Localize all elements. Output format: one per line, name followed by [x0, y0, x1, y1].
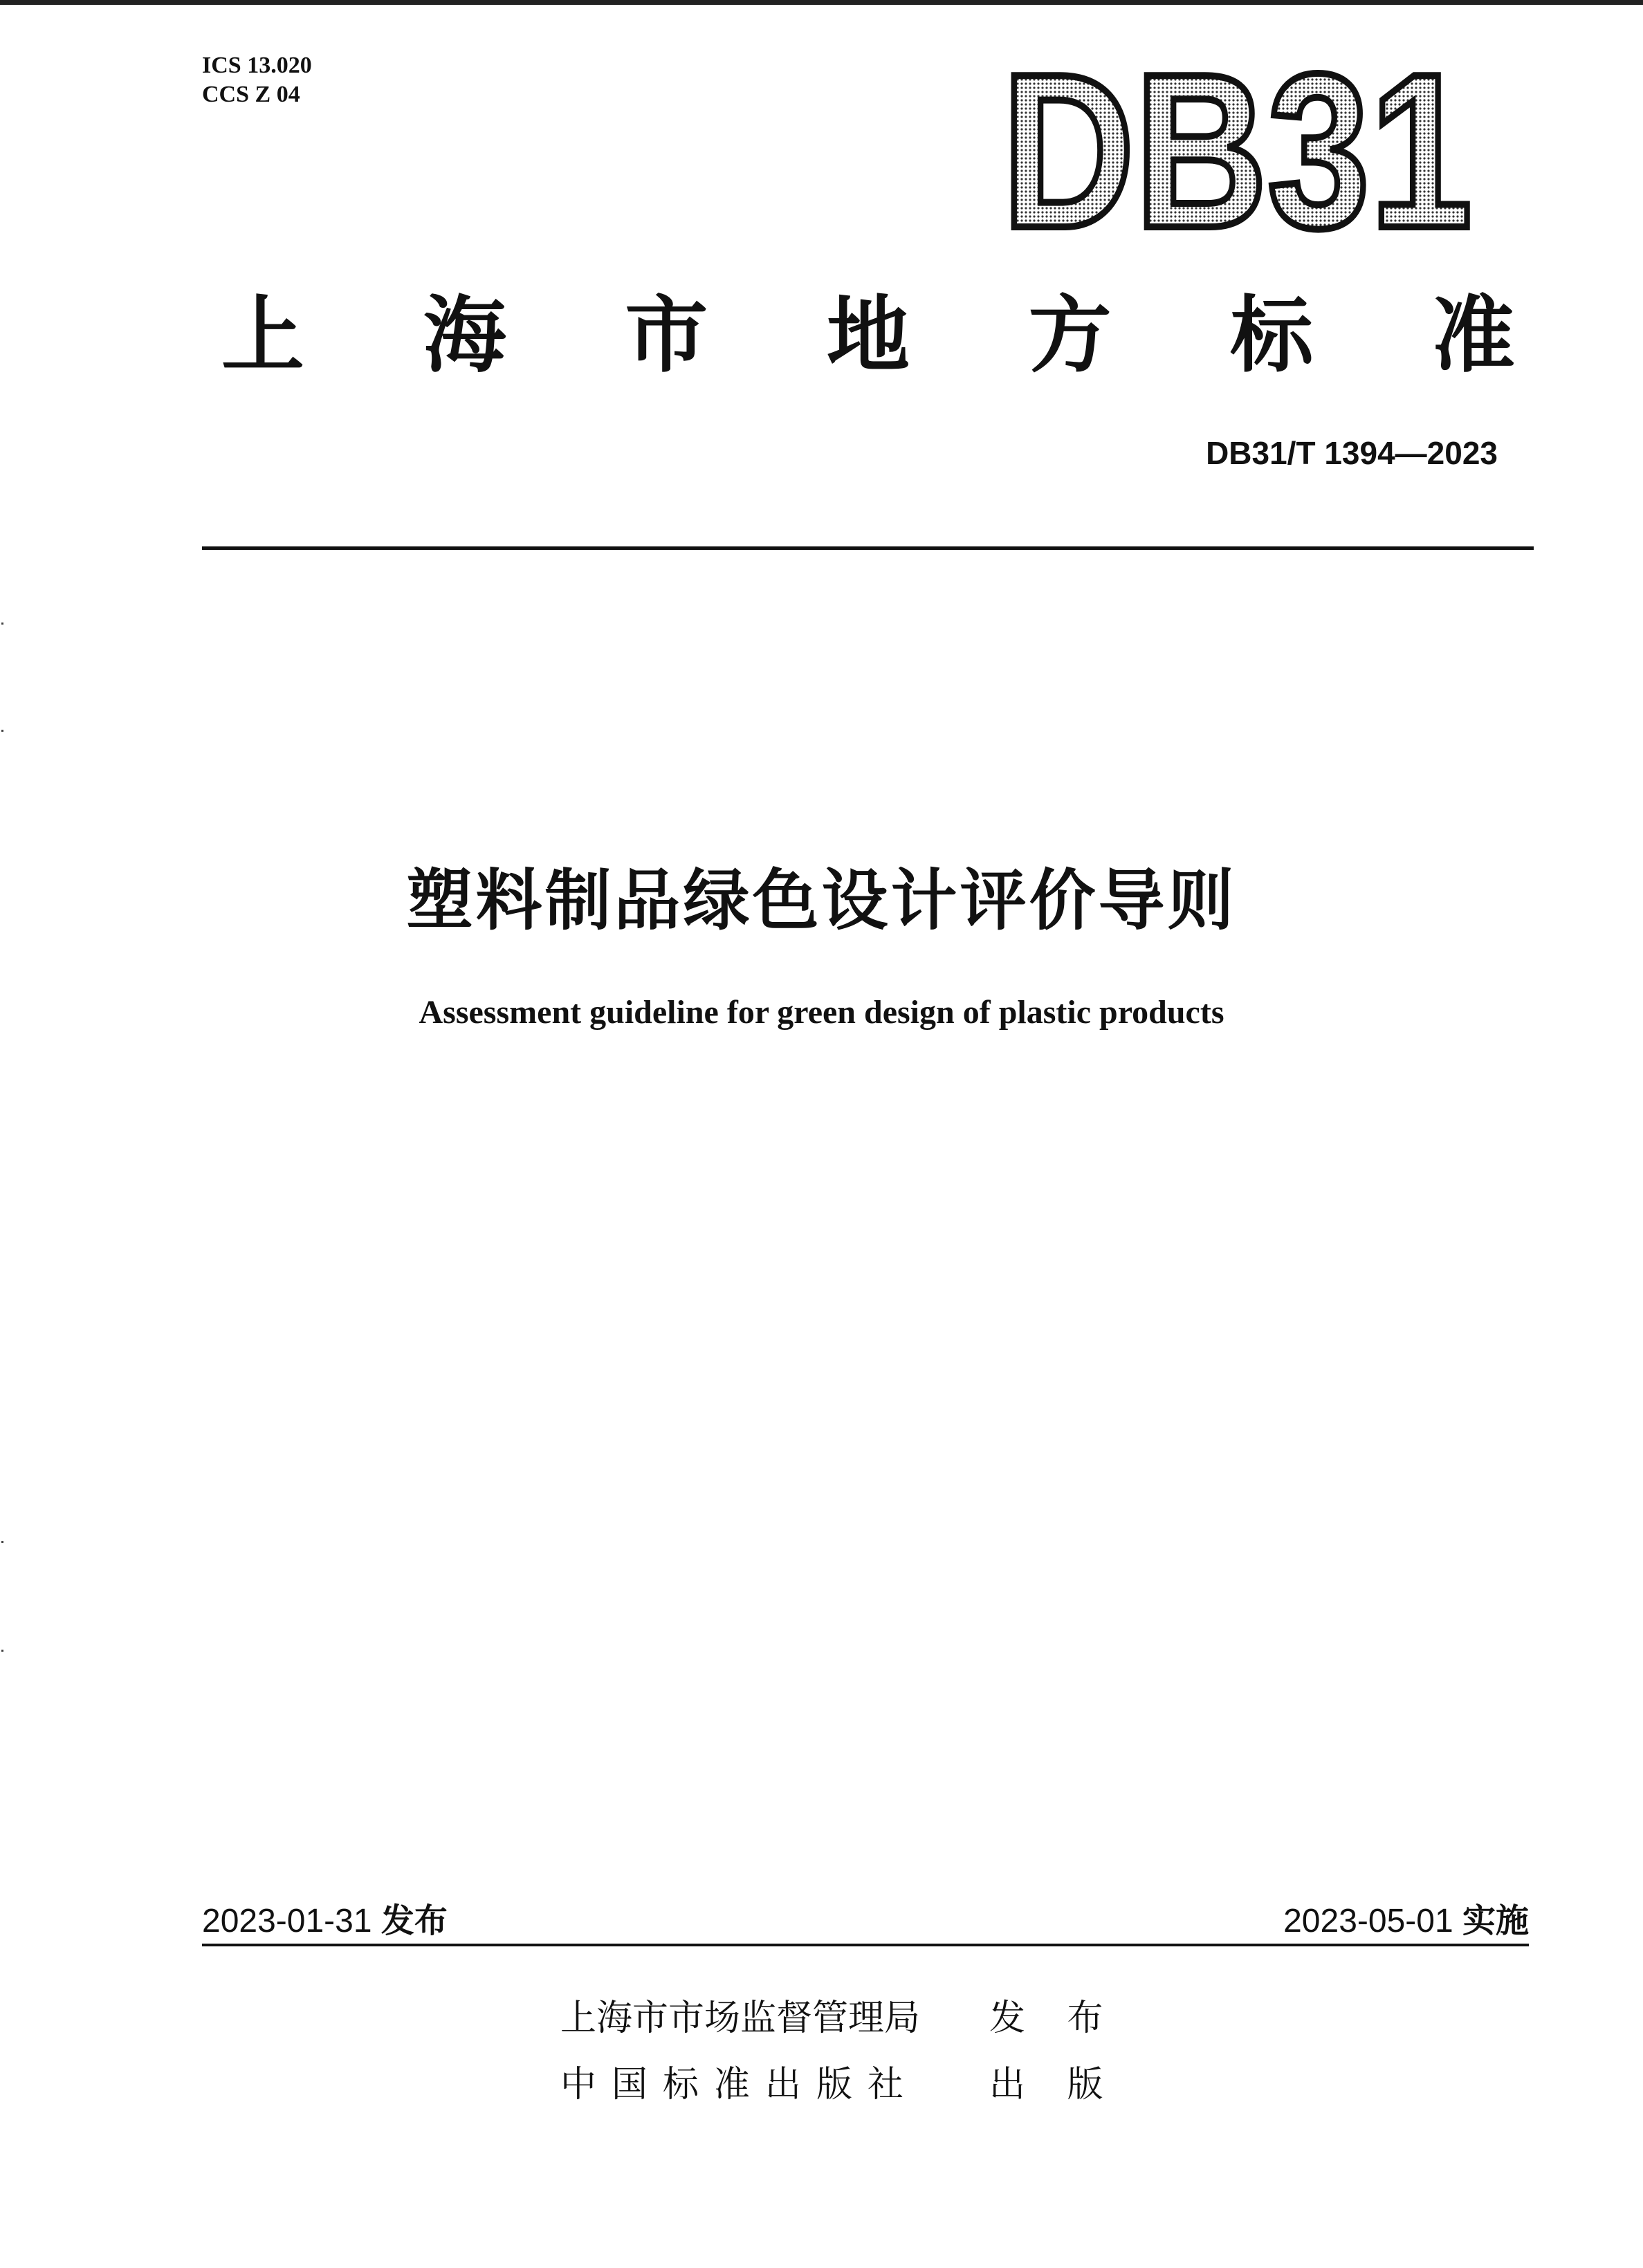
- scan-margin-mark: [1, 623, 3, 625]
- publisher-row: [560, 2052, 1119, 2118]
- implement-date-line: [1283, 1894, 1529, 1942]
- issue-label: 发布: [380, 1901, 448, 1940]
- title-char: 市: [625, 288, 708, 384]
- implement-date: 2023-05-01: [1283, 1903, 1453, 1939]
- classification-codes: [202, 51, 312, 109]
- document-title-english: Assessment guideline for green design of plastic products: [419, 994, 1224, 1031]
- publisher-block: [560, 1985, 1119, 2118]
- ccs-code: CCS Z 04: [202, 82, 300, 107]
- scan-margin-mark: [1, 1541, 3, 1543]
- title-char: 准: [1431, 288, 1515, 384]
- title-char: 海: [423, 288, 506, 384]
- issue-date: 2023-01-31: [202, 1903, 372, 1939]
- issue-date-line: [202, 1894, 448, 1942]
- ics-code: ICS 13.020: [202, 53, 312, 78]
- title-char: 方: [1028, 288, 1112, 384]
- title-char: 标: [1230, 288, 1314, 384]
- publisher-name: 中国标准出版社: [560, 2064, 919, 2105]
- header-divider: [202, 546, 1534, 550]
- logo-text: DB31: [1002, 28, 1472, 274]
- publisher-role: 发 布: [989, 1998, 1119, 2039]
- publisher-name: 上海市市场监督管理局: [560, 1998, 921, 2039]
- scan-margin-mark: [1, 730, 3, 732]
- db31-logo: [995, 28, 1479, 274]
- title-char: 上: [221, 288, 304, 384]
- title-char: 地: [826, 288, 910, 384]
- standard-number: DB31/T 1394—2023: [1206, 435, 1498, 471]
- db31-logo-graphic: [995, 28, 1479, 274]
- publisher-role: 出 版: [989, 2064, 1119, 2105]
- scan-margin-mark: [1, 1650, 3, 1652]
- standard-type-title: [221, 280, 1515, 384]
- publisher-row: [560, 1985, 1119, 2052]
- document-title-chinese: 塑料制品绿色设计评价导则: [406, 862, 1237, 939]
- top-edge-border: [0, 0, 1643, 5]
- implement-label: 实施: [1462, 1901, 1529, 1940]
- footer-divider: [202, 1944, 1529, 1946]
